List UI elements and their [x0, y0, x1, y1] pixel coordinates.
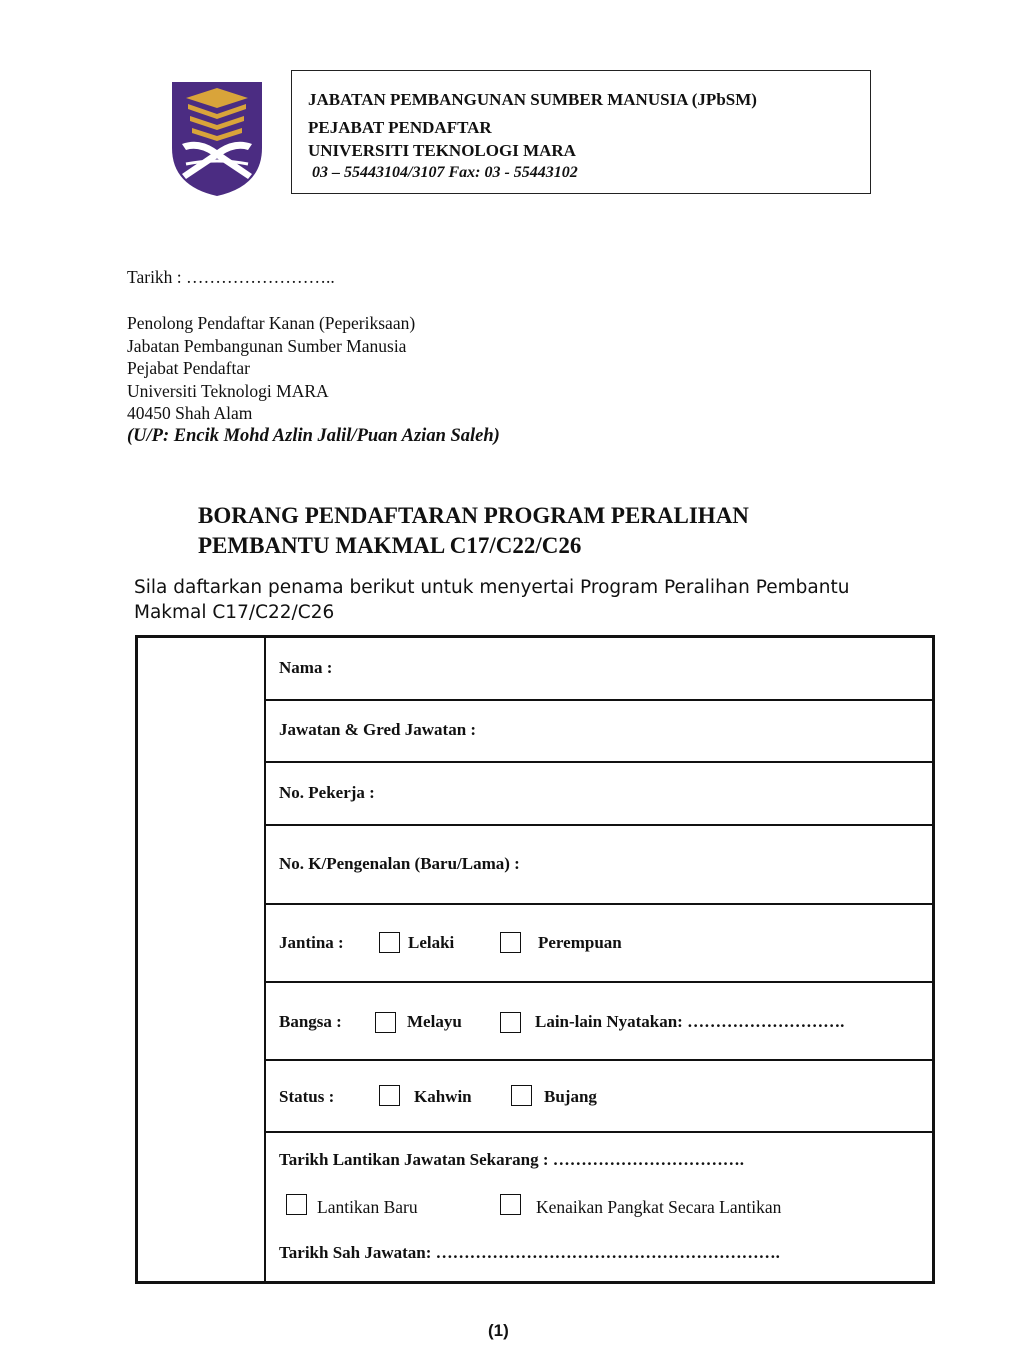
header-university: UNIVERSITI TEKNOLOGI MARA: [308, 141, 576, 160]
lantikan-baru-option-label: Lantikan Baru: [317, 1197, 418, 1217]
date-line: Tarikh : ……………………..: [127, 267, 335, 287]
header-box: [291, 70, 871, 194]
recipient-line-3: Pejabat Pendaftar: [127, 358, 250, 378]
header-office: PEJABAT PENDAFTAR: [308, 118, 492, 137]
row-divider: [266, 903, 932, 905]
tarikh-sah-label: Tarikh Sah Jawatan: …………………………………………………….: [279, 1243, 780, 1262]
header-department: JABATAN PEMBANGUNAN SUMBER MANUSIA (JPbSM): [308, 90, 757, 109]
university-logo-icon: [168, 78, 266, 198]
recipient-line-5: 40450 Shah Alam: [127, 403, 253, 423]
form-title-line-1: BORANG PENDAFTARAN PROGRAM PERALIHAN: [198, 503, 749, 528]
lantikan-baru-checkbox[interactable]: [286, 1194, 307, 1215]
row-divider: [266, 981, 932, 983]
row-divider: [266, 1059, 932, 1061]
page-number: (1): [488, 1321, 509, 1340]
bangsa-label: Bangsa :: [279, 1012, 342, 1031]
jawatan-label: Jawatan & Gred Jawatan :: [279, 720, 477, 739]
perempuan-checkbox[interactable]: [500, 932, 521, 953]
lain-lain-option-label: Lain-lain Nyatakan: ……………………….: [535, 1012, 845, 1031]
header-phone-fax: 03 – 55443104/3107 Fax: 03 - 55443102: [312, 164, 578, 181]
perempuan-option-label: Perempuan: [538, 933, 622, 952]
no-pekerja-label: No. Pekerja :: [279, 783, 375, 802]
intro-line-1: Sila daftarkan penama berikut untuk menyertai Program Peralihan Pembantu: [134, 577, 850, 598]
attention-line: (U/P: Encik Mohd Azlin Jalil/Puan Azian Saleh): [127, 426, 500, 446]
row-divider: [266, 1131, 932, 1133]
tarikh-lantikan-label: Tarikh Lantikan Jawatan Sekarang : …………………………….: [279, 1150, 745, 1169]
kenaikan-pangkat-option-label: Kenaikan Pangkat Secara Lantikan: [536, 1197, 782, 1217]
row-divider: [266, 761, 932, 763]
recipient-line-2: Jabatan Pembangunan Sumber Manusia: [127, 336, 407, 356]
lelaki-option-label: Lelaki: [408, 933, 455, 952]
bujang-option-label: Bujang: [544, 1087, 597, 1106]
kahwin-option-label: Kahwin: [414, 1087, 472, 1106]
melayu-checkbox[interactable]: [375, 1012, 396, 1033]
kahwin-checkbox[interactable]: [379, 1085, 400, 1106]
registration-form-table: [135, 635, 935, 1284]
recipient-line-4: Universiti Teknologi MARA: [127, 381, 329, 401]
status-label: Status :: [279, 1087, 335, 1106]
recipient-line-1: Penolong Pendaftar Kanan (Peperiksaan): [127, 313, 416, 333]
jantina-label: Jantina :: [279, 933, 344, 952]
bujang-checkbox[interactable]: [511, 1085, 532, 1106]
kenaikan-pangkat-checkbox[interactable]: [500, 1194, 521, 1215]
row-divider: [266, 699, 932, 701]
row-divider: [266, 824, 932, 826]
lelaki-checkbox[interactable]: [379, 932, 400, 953]
melayu-option-label: Melayu: [407, 1012, 462, 1031]
nama-label: Nama :: [279, 658, 333, 677]
no-kp-label: No. K/Pengenalan (Baru/Lama) :: [279, 854, 520, 873]
lain-lain-checkbox[interactable]: [500, 1012, 521, 1033]
intro-line-2: Makmal C17/C22/C26: [134, 602, 335, 623]
column-divider: [264, 638, 266, 1282]
form-title-line-2: PEMBANTU MAKMAL C17/C22/C26: [198, 533, 582, 558]
